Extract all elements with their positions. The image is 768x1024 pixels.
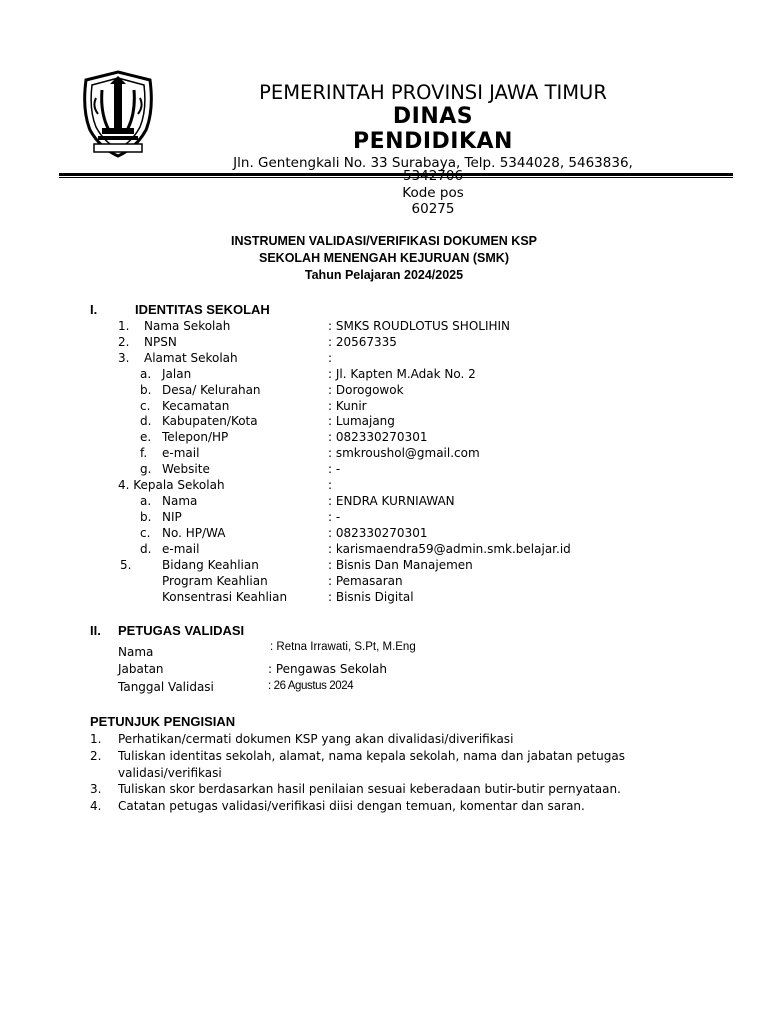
item-value: : ENDRA KURNIAWAN xyxy=(328,494,455,508)
item-number: d. xyxy=(140,414,152,428)
header-agency-line1: DINAS xyxy=(392,104,474,129)
item-value: : karismaendra59@admin.smk.belajar.id xyxy=(328,542,571,556)
validator-label: Jabatan xyxy=(118,662,164,676)
item-label: NIP xyxy=(162,510,182,524)
header-address-phone: 5342706 xyxy=(402,168,464,184)
header-address: Jln. Gentengkali No. 33 Surabaya, Telp. 5344028, 5463836, xyxy=(233,155,633,171)
instruction-text: Perhatikan/cermati dokumen KSP yang akan divalidasi/diverifikasi xyxy=(118,732,514,746)
document-subtitle: SEKOLAH MENENGAH KEJURUAN (SMK) xyxy=(258,251,510,265)
validator-label: Nama xyxy=(118,645,154,659)
item-label: Desa/ Kelurahan xyxy=(162,383,261,397)
header-government-name: PEMERINTAH PROVINSI JAWA TIMUR xyxy=(259,81,607,104)
item-number: 1. xyxy=(118,319,130,333)
item-label: Bidang Keahlian xyxy=(162,558,259,572)
item-value: : Pemasaran xyxy=(328,574,403,588)
header-divider-thin xyxy=(59,177,733,178)
item-value: : 082330270301 xyxy=(328,430,428,444)
item-label: Telepon/HP xyxy=(162,430,229,444)
item-number: c. xyxy=(140,526,151,540)
document-year: Tahun Pelajaran 2024/2025 xyxy=(304,268,464,282)
item-number: b. xyxy=(140,383,152,397)
item-value: : smkroushol@gmail.com xyxy=(328,446,480,460)
item-number: e. xyxy=(140,430,152,444)
header-postcode-value: 60275 xyxy=(411,201,455,217)
item-value: : Kunir xyxy=(328,399,367,413)
item-value: : Bisnis Dan Manajemen xyxy=(328,558,473,572)
item-value: : xyxy=(328,478,333,492)
item-number: c. xyxy=(140,399,151,413)
item-label: e-mail xyxy=(162,446,200,460)
instruction-text: Tuliskan identitas sekolah, alamat, nama kepala sekolah, nama dan jabatan petugas xyxy=(118,749,625,763)
item-value: : 082330270301 xyxy=(328,526,428,540)
jawa-timur-emblem-logo xyxy=(80,70,156,158)
item-label: Program Keahlian xyxy=(162,574,268,588)
item-label: Kecamatan xyxy=(162,399,230,413)
item-value: : xyxy=(328,351,333,365)
item-value: : - xyxy=(328,462,341,476)
item-number: 3. xyxy=(118,351,130,365)
instruction-text: Tuliskan skor berdasarkan hasil penilaian sesuai keberadaan butir-butir pernyataan. xyxy=(118,782,621,796)
instruction-number: 3. xyxy=(90,782,102,796)
item-value: : SMKS ROUDLOTUS SHOLIHIN xyxy=(328,319,511,333)
item-value: : Dorogowok xyxy=(328,383,404,397)
header-agency-line2: PENDIDIKAN xyxy=(353,129,513,154)
header-postcode-label: Kode pos xyxy=(402,185,464,201)
instruction-text: Catatan petugas validasi/verifikasi diisi dengan temuan, komentar dan saran. xyxy=(118,799,585,813)
item-label: Nama Sekolah xyxy=(144,319,231,333)
validator-value: : Pengawas Sekolah xyxy=(268,662,388,676)
instruction-number: 2. xyxy=(90,749,102,763)
section-2-title: PETUGAS VALIDASI xyxy=(118,623,245,638)
section-2-number: II. xyxy=(90,623,101,638)
item-number: b. xyxy=(140,510,152,524)
item-number: 5. xyxy=(120,558,132,572)
instructions-title: PETUNJUK PENGISIAN xyxy=(90,714,236,729)
item-number: g. xyxy=(140,462,152,476)
item-label: Jalan xyxy=(162,367,192,381)
instruction-text-continued: validasi/verifikasi xyxy=(118,766,222,780)
header-divider-thick xyxy=(59,173,733,176)
item-label: NPSN xyxy=(144,335,177,349)
item-value: : 20567335 xyxy=(328,335,397,349)
item-number: f. xyxy=(140,446,148,460)
instruction-number: 1. xyxy=(90,732,102,746)
item-value: : Bisnis Digital xyxy=(328,590,414,604)
item-value: : Jl. Kapten M.Adak No. 2 xyxy=(328,367,476,381)
item-label: Konsentrasi Keahlian xyxy=(162,590,288,604)
item-label: Alamat Sekolah xyxy=(144,351,238,365)
item-value: : Lumajang xyxy=(328,414,395,428)
item-value: : - xyxy=(328,510,341,524)
section-1-number: I. xyxy=(90,302,98,317)
section-1-title: IDENTITAS SEKOLAH xyxy=(135,302,270,317)
item-label: Kabupaten/Kota xyxy=(162,414,258,428)
item-label: Nama xyxy=(162,494,198,508)
item-label: Website xyxy=(162,462,210,476)
item-number: a. xyxy=(140,367,152,381)
validator-value: : Retna Irrawati, S.Pt, M.Eng xyxy=(270,641,416,653)
instruction-number: 4. xyxy=(90,799,102,813)
item-number: 2. xyxy=(118,335,130,349)
item-number: a. xyxy=(140,494,152,508)
item-number: d. xyxy=(140,542,152,556)
item-label: e-mail xyxy=(162,542,200,556)
item-label: 4. Kepala Sekolah xyxy=(118,478,225,492)
validator-label: Tanggal Validasi xyxy=(118,680,214,694)
item-label: No. HP/WA xyxy=(162,526,226,540)
validator-value: : 26 Agustus 2024 xyxy=(268,680,354,692)
document-title: INSTRUMEN VALIDASI/VERIFIKASI DOKUMEN KSP xyxy=(230,234,538,248)
